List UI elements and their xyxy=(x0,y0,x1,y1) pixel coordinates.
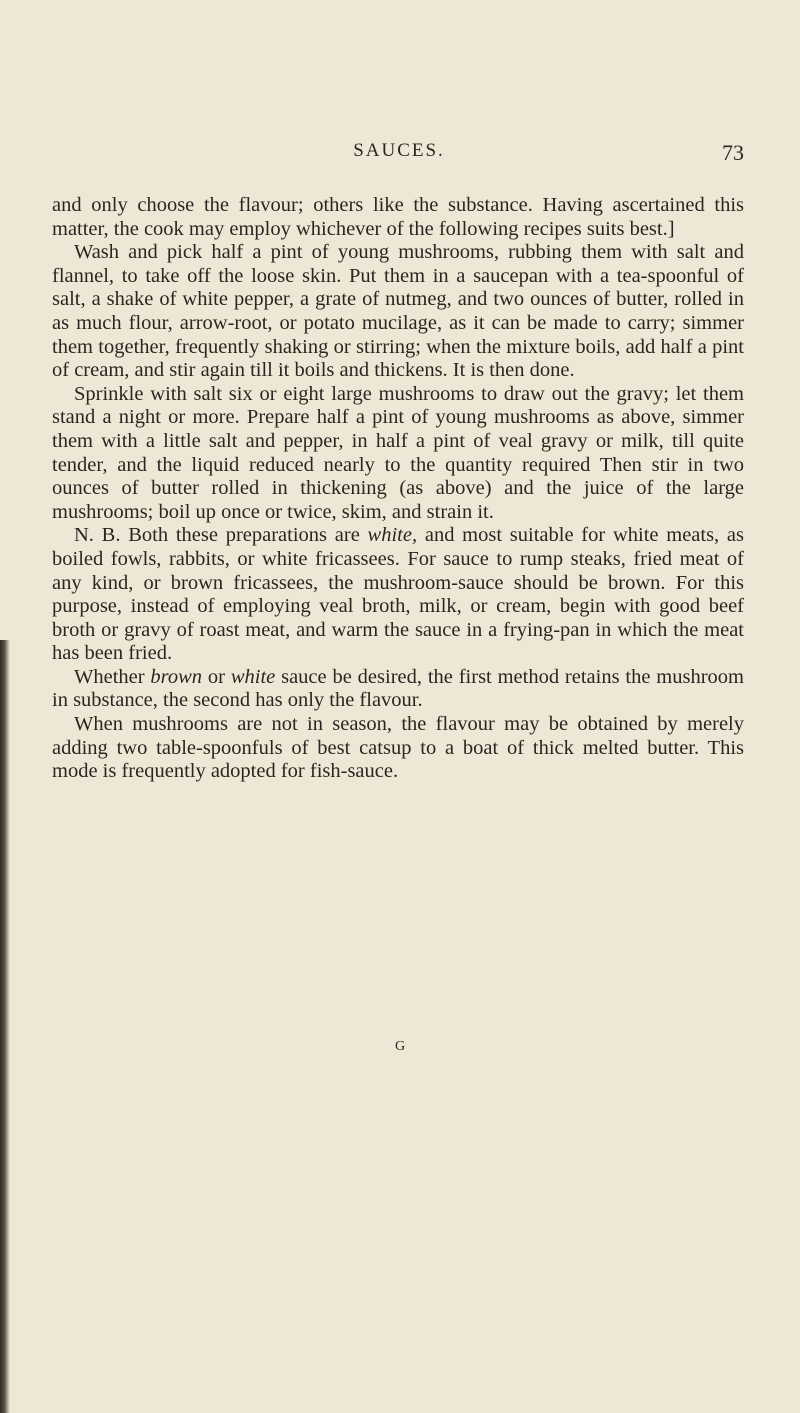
binding-shadow xyxy=(0,640,10,1413)
paragraph-catsup: When mushrooms are not in season, the flavour may be obtained by merely adding two table-spoonfuls of best catsup to a boat of thick melted butter. This mode is frequently adopted for fish-sauce. xyxy=(52,713,744,783)
paragraph-whether xyxy=(52,666,744,713)
whether-emphasis-white: white xyxy=(230,665,276,688)
note-text-pre: N. B. Both these preparations are xyxy=(74,524,368,547)
signature-mark: G xyxy=(394,1039,406,1054)
paragraph-note xyxy=(52,524,744,666)
running-title: SAUCES. xyxy=(353,140,445,161)
note-text-post: and most suitable for white meats, as boiled fowls, rabbits, or white fricassees. For sauce to rump steaks, fried meat of any kind, or brown fricassees, the mushroom-sauce should be brown. For this purpose, instead of employing veal broth, milk, or cream, begin with good beef broth or gravy of roast meat, and warm the sauce in a frying-pan in which the meat has been fried. xyxy=(52,524,745,665)
whether-emphasis-brown: brown xyxy=(150,665,203,688)
body-text xyxy=(52,194,744,784)
note-emphasis: white, xyxy=(367,524,418,547)
whether-text-mid: or xyxy=(202,665,231,688)
whether-text-pre: Whether xyxy=(74,665,151,688)
paragraph-recipe-one: Wash and pick half a pint of young mushrooms, rubbing them with salt and flannel, to take off the loose skin. Put them in a saucepan with a tea-spoonful of salt, a shake of white pepper, a grate of nutmeg, and two ounces of butter, rolled in as much flour, arrow-root, or potato mucilage, as it can be made to carry; simmer them together, frequently shaking or stirring; when the mixture boils, add half a pint of cream, and stir again till it boils and thickens. It is then done. xyxy=(52,241,744,382)
whether-text-post: sauce be desired, the first method retains the mushroom in substance, the second has only the flavour. xyxy=(52,665,745,712)
running-head xyxy=(54,140,744,168)
page-number: 73 xyxy=(722,140,744,165)
paragraph-continuation: and only choose the flavour; others like the substance. Having ascertained this matter, the cook may employ whichever of the following recipes suits best.] xyxy=(52,194,744,240)
paragraph-recipe-two: Sprinkle with salt six or eight large mushrooms to draw out the gravy; let them stand a night or more. Prepare half a pint of young mushrooms as above, simmer them with a little salt and pepper, in half a pint of veal gravy or milk, till quite tender, and the liquid reduced nearly to the quantity required Then stir in two ounces of butter rolled in thickening (as above) and the juice of the large mushrooms; boil up once or twice, skim, and strain it. xyxy=(52,382,744,523)
